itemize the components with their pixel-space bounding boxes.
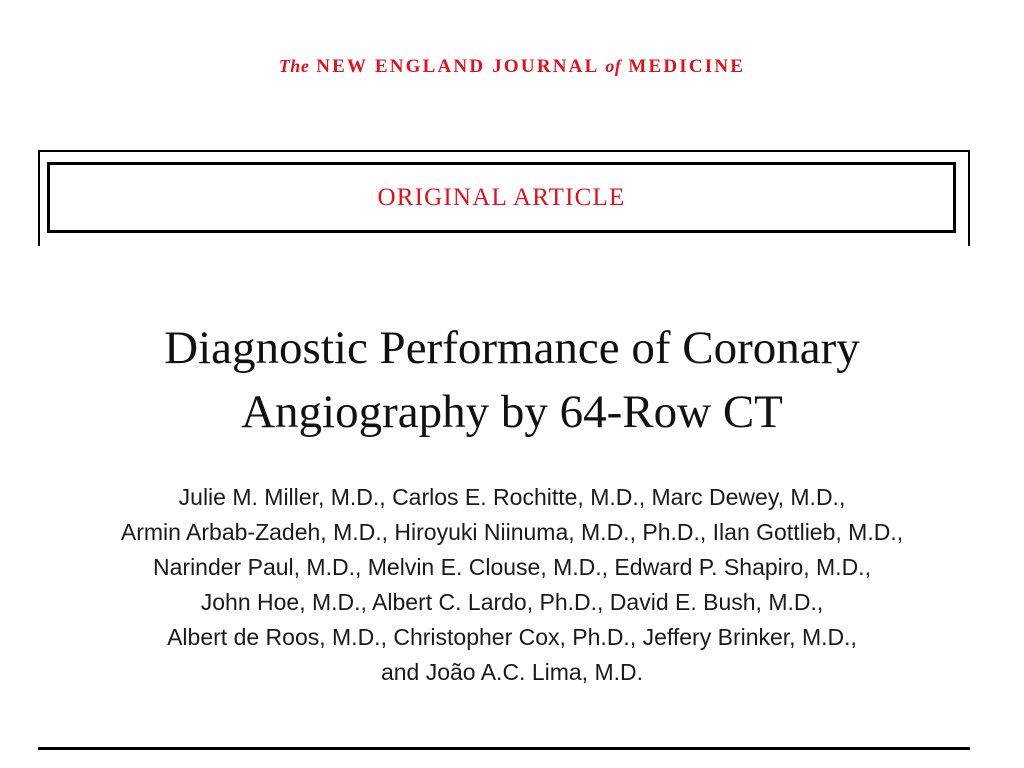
- article-type-label: ORIGINAL ARTICLE: [377, 183, 626, 211]
- author-line: Armin Arbab-Zadeh, M.D., Hiroyuki Niinuma, M.D., Ph.D., Ilan Gottlieb, M.D.,: [120, 519, 904, 545]
- article-title-line-1: Diagnostic Performance of Coronary: [164, 322, 860, 374]
- author-line: Narinder Paul, M.D., Melvin E. Clouse, M.D., Edward P. Shapiro, M.D.,: [153, 554, 871, 580]
- journal-masthead: [0, 56, 1024, 78]
- bottom-rule: [38, 747, 970, 750]
- article-title-line-2: Angiography by 64-Row CT: [241, 386, 783, 438]
- frame-top-rule: [38, 150, 970, 152]
- author-line: Albert de Roos, M.D., Christopher Cox, Ph.D., Jeffery Brinker, M.D.,: [167, 624, 857, 650]
- author-line: John Hoe, M.D., Albert C. Lardo, Ph.D., David E. Bush, M.D.,: [200, 589, 824, 615]
- journal-name-part2: MEDICINE: [628, 56, 746, 77]
- journal-name-part1: NEW ENGLAND JOURNAL: [316, 56, 599, 77]
- article-type-box: [47, 162, 956, 233]
- article-title: [60, 316, 964, 444]
- frame-right-rule: [968, 150, 970, 246]
- author-list: [30, 480, 994, 690]
- author-line: and João A.C. Lima, M.D.: [380, 659, 644, 685]
- author-line: Julie M. Miller, M.D., Carlos E. Rochitte, M.D., Marc Dewey, M.D.,: [178, 484, 846, 510]
- journal-connector: of: [605, 56, 622, 76]
- journal-prefix: The: [278, 56, 310, 76]
- frame-left-rule: [38, 150, 40, 246]
